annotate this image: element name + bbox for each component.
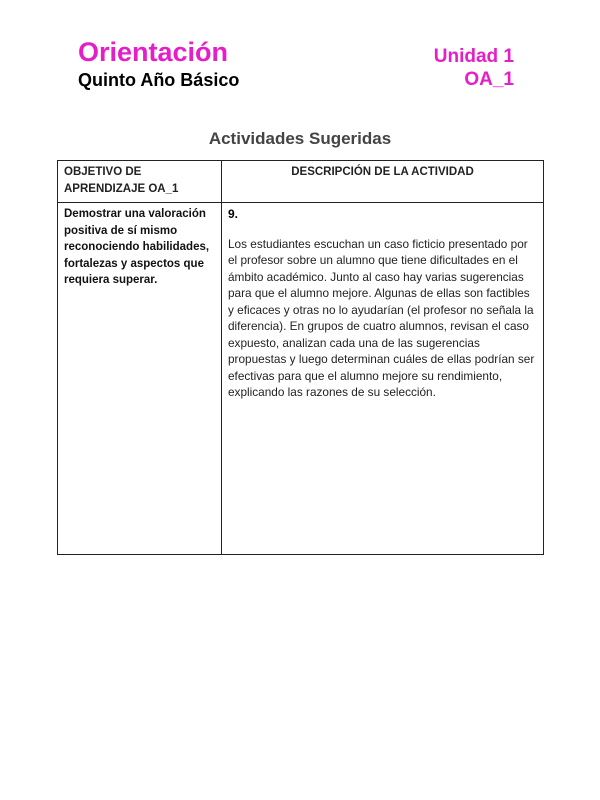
description-header: DESCRIPCIÓN DE LA ACTIVIDAD (222, 161, 544, 203)
activity-table (57, 160, 544, 555)
objective-cell: Demostrar una valoración positiva de sí mismo reconociendo habilidades, fortalezas y aspectos que requiera superar. (58, 203, 222, 555)
description-cell (222, 203, 544, 555)
activity-number: 9. (228, 207, 239, 221)
grade-title: Quinto Año Básico (78, 70, 240, 90)
activity-text: Los estudiantes escuchan un caso ficticio presentado por el profesor sobre un alumno que tiene dificultades en el ámbito académico. Junto al caso hay varias sugerencias para que el alumno mejore. Algunas de ellas son factibles y eficaces y otras no lo ayudarían (el profesor no señala la diferencia). En grupos de cuatro alumnos, revisan el caso expuesto, analizan cada una de las sugerencias propuestas y luego determinan cuáles de ellas podrían ser efectivas para que el alumno mejore su rendimiento, explicando las razones de su selección. (228, 236, 535, 399)
section-title: Actividades Sugeridas (208, 129, 392, 148)
table-header-row (58, 161, 544, 203)
table-row (58, 203, 544, 555)
oa-label: OA_1 (464, 69, 514, 90)
objective-header: OBJETIVO DE APRENDIZAJE OA_1 (58, 161, 222, 203)
subject-title: Orientación (78, 37, 229, 67)
unit-label: Unidad 1 (433, 46, 514, 67)
